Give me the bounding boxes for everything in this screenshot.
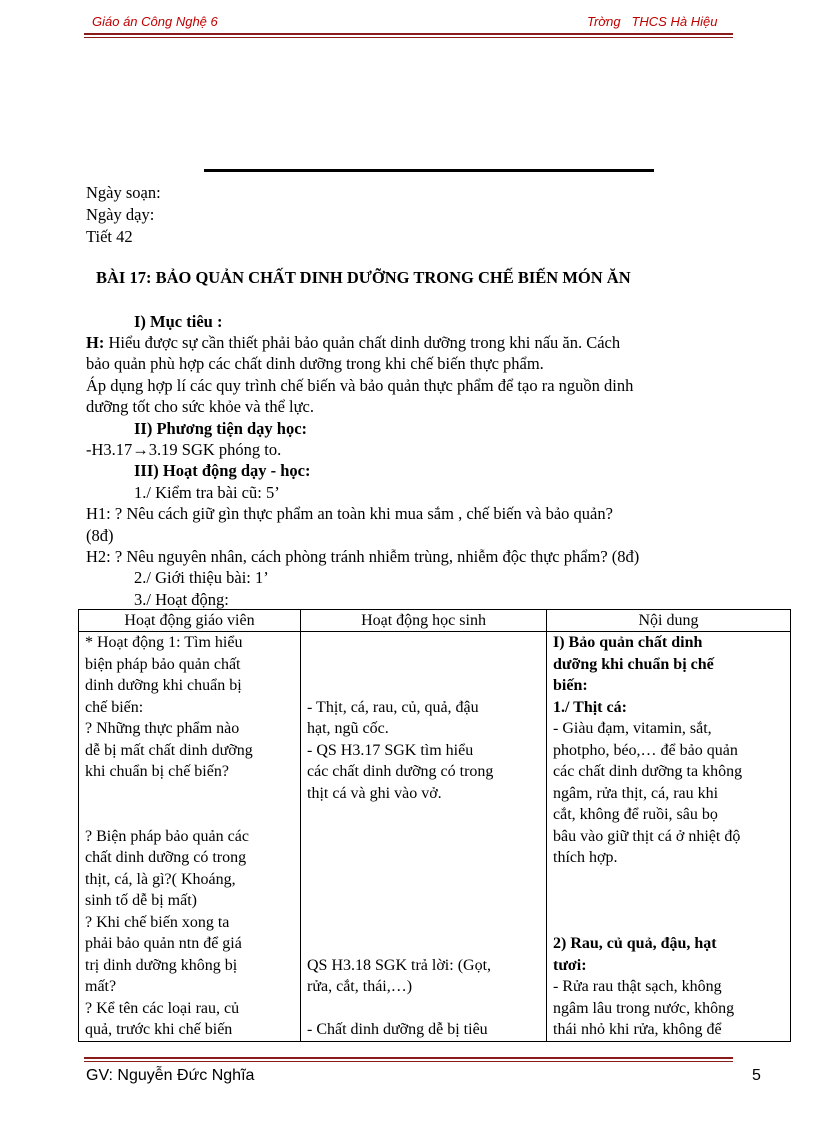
ngay-soan: Ngày soạn: [86,183,161,202]
activity-table [78,609,791,1042]
footer-rule [84,1057,733,1059]
right-arrow-icon: → [132,440,149,459]
cell-line [307,675,540,697]
h-label: H: [86,333,105,352]
objective-line-2: bảo quản phù hợp các chất dinh dưỡng trong khi chế biến thực phẩm. [86,354,544,373]
cell-line: mất? [85,978,117,995]
objective-line-1-text: Hiểu được sự cần thiết phải bảo quản chất dinh dưỡng trong khi nấu ăn. Cách [104,333,621,352]
cell-line: dinh dưỡng khi chuẩn bị [85,677,242,694]
cell-line: quả, trước khi chế biến [85,1021,233,1038]
cell-line [553,912,784,934]
phuong-tien-a: -H3.17 [86,440,133,459]
header-rule [84,33,733,35]
hoat-dong: 3./ Hoạt động: [134,590,229,609]
tiet: Tiết 42 [86,227,133,246]
phuong-tien-b: 3.19 SGK phóng to. [148,440,282,459]
cell-line: - Giàu đạm, vitamin, sắt, [553,720,712,737]
student-activity-cell [301,632,547,1042]
cell-line: phải bảo quản ntn để giá [85,935,242,952]
cell-line: các chất dinh dưỡng ta không [553,763,743,780]
cell-line: bâu vào giữ thịt cá ở nhiệt độ [553,827,741,845]
cell-line: photpho, béo,… để bảo quản [553,741,738,759]
cell-line: chất dinh dưỡng có trong [85,849,247,866]
cell-line: các chất dinh dưỡng có trong [307,763,494,780]
cell-line: thịt, cá, là gì?( Khoáng, [85,870,236,888]
muc-tieu-heading: I) Mục tiêu : [134,312,223,331]
cell-line: - Chất dinh dưỡng dễ bị tiêu [307,1021,488,1038]
h1-line-2: (8đ) [86,526,114,545]
table-header-row [79,610,791,632]
header-left: Giáo án Công Nghệ 6 [92,14,218,29]
cell-line: ? Khi chế biến xong ta [85,913,230,931]
cell-line: 2) Rau, củ quả, đậu, hạt [553,935,717,952]
cell-line [553,890,784,912]
cell-line: hạt, ngũ cốc. [307,720,389,737]
footer-rule-thin [84,1061,733,1062]
cell-line: trị dinh dưỡng không bị [85,956,238,974]
objective-line-1 [86,332,620,354]
cell-line: ngâm, rửa thịt, cá, rau khi [553,784,719,802]
cell-line: sinh tố dễ bị mất) [85,892,197,909]
kiem-tra: 1./ Kiểm tra bài cũ: 5’ [134,483,280,502]
cell-line: 1./ Thịt cá: [553,698,627,716]
cell-line: ? Những thực phẩm nào [85,720,240,737]
cell-line: chế biến: [85,698,144,716]
header-content: Nội dung [547,610,791,632]
phuong-tien-line [86,439,281,461]
cell-line [307,933,540,955]
cell-line: ngâm lâu trong nước, không [553,999,735,1017]
cell-line [307,998,540,1020]
cell-line [553,869,784,891]
header-student: Hoạt động học sinh [301,610,547,632]
header-rule-thin [84,37,733,38]
ngay-day: Ngày dạy: [86,205,155,224]
cell-line [307,847,540,869]
cell-line: biện pháp bảo quản chất [85,655,241,673]
cell-line [307,826,540,848]
cell-line: thịt cá và ghi vào vở. [307,784,442,802]
cell-line [307,654,540,676]
cell-line [307,912,540,934]
footer-teacher: GV: Nguyễn Đức Nghĩa [86,1067,255,1084]
hoat-dong-heading: III) Hoạt động dạy - học: [134,461,311,480]
cell-line [307,869,540,891]
cell-line: dưỡng khi chuẩn bị chế [553,655,714,673]
cell-line: biến: [553,677,588,694]
cell-line: ? Biện pháp bảo quản các [85,827,249,845]
content-cell [547,632,791,1042]
cell-line [307,804,540,826]
lesson-title: BÀI 17: BẢO QUẢN CHẤT DINH DƯỠNG TRONG CHẾ BIẾN MÓN ĂN [96,268,631,287]
h2-line: H2: ? Nêu nguyên nhân, cách phòng tránh nhiễm trùng, nhiễm độc thực phẩm? (8đ) [86,547,640,566]
cell-line: khi chuẩn bị chế biến? [85,763,229,780]
teacher-activity-cell [79,632,301,1042]
cell-line: ? Kể tên các loại rau, củ [85,999,240,1017]
cell-line: cắt, không để ruồi, sâu bọ [553,806,718,823]
cell-line: dễ bị mất chất dinh dưỡng [85,741,253,759]
h1-line-1: H1: ? Nêu cách giữ gìn thực phẩm an toàn khi mua sắm , chế biến và bảo quản? [86,504,613,523]
table-row [79,632,791,1042]
cell-line: QS H3.18 SGK trả lời: (Gọt, [307,956,492,974]
separator-line [204,169,654,172]
header-right: Trờng THCS Hà Hiệu [587,14,718,29]
cell-line: - QS H3.17 SGK tìm hiểu [307,741,474,759]
cell-line [307,632,540,654]
cell-line: thích hợp. [553,849,618,866]
cell-line [85,783,294,805]
cell-line: * Hoạt động 1: Tìm hiểu [85,634,243,651]
page-number: 5 [752,1067,761,1084]
cell-line: - Thịt, cá, rau, củ, quả, đậu [307,698,479,716]
cell-line: tươi: [553,956,587,974]
objective-line-4: dưỡng tốt cho sức khỏe và thể lực. [86,397,315,416]
cell-line: - Rửa rau thật sạch, không [553,978,722,995]
phuong-tien-heading: II) Phương tiện dạy học: [134,419,308,438]
gioi-thieu: 2./ Giới thiệu bài: 1’ [134,568,269,587]
cell-line: rửa, cắt, thái,…) [307,978,413,995]
cell-line: thái nhỏ khi rửa, không để [553,1021,722,1038]
cell-line [85,804,294,826]
cell-line: I) Bảo quản chất dinh [553,634,703,651]
cell-line [307,890,540,912]
header-teacher: Hoạt động giáo viên [79,610,301,632]
objective-line-3: Áp dụng hợp lí các quy trình chế biến và bảo quản thực phẩm để tạo ra nguồn dinh [86,376,634,395]
